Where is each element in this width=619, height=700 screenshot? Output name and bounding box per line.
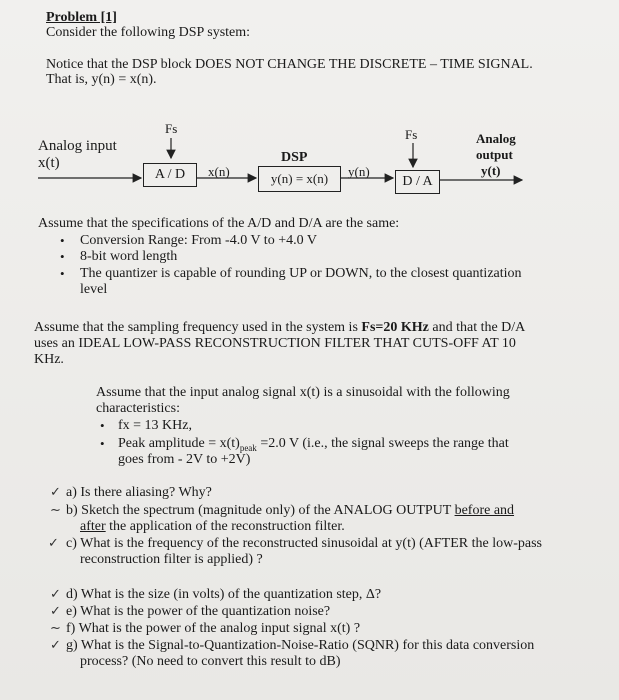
input-signal-label: x(t) bbox=[38, 155, 60, 171]
bullet-dot: • bbox=[60, 266, 65, 281]
sampling-line-1: Assume that the sampling frequency used in the system is Fs=20 KHz and that the D/A bbox=[34, 320, 526, 335]
dsp-block: y(n) = x(n) bbox=[258, 166, 341, 192]
fs-left-label: Fs bbox=[165, 121, 178, 136]
specs-intro: Assume that the specifications of the A/D and D/A are the same: bbox=[38, 216, 400, 231]
question-d: d) What is the size (in volts) of the quantization step, Δ? bbox=[66, 587, 382, 602]
fs-right-label: Fs bbox=[405, 127, 418, 142]
question-e: e) What is the power of the quantization noise? bbox=[66, 604, 331, 619]
input-signal-line-2: characteristics: bbox=[96, 401, 180, 416]
xn-label: x(n) bbox=[208, 164, 230, 179]
bullet-dot: • bbox=[100, 436, 105, 451]
analog-output-label-1: Analog bbox=[476, 131, 516, 146]
question-g-line-2: process? (No need to convert this result to dB) bbox=[80, 654, 341, 669]
check-mark-icon: ✓ bbox=[50, 485, 61, 500]
check-mark-icon: ~ bbox=[50, 621, 61, 636]
bullet-dot: • bbox=[100, 418, 105, 433]
dsp-title: DSP bbox=[281, 150, 308, 165]
intro-text: Consider the following DSP system: bbox=[46, 25, 251, 40]
input-frequency: fx = 13 KHz, bbox=[118, 418, 192, 433]
spec-quantizer-cont: level bbox=[80, 282, 108, 297]
analog-output-label-2: output bbox=[476, 147, 513, 162]
question-a: a) Is there aliasing? Why? bbox=[66, 485, 212, 500]
notice-line-1: Notice that the DSP block DOES NOT CHANGE THE DISCRETE – TIME SIGNAL. bbox=[46, 57, 533, 72]
question-c-line-1: c) What is the frequency of the reconstructed sinusoidal at y(t) (AFTER the low-pass bbox=[66, 536, 542, 551]
problem-title: Problem [1] bbox=[46, 10, 117, 25]
check-mark-icon: ✓ bbox=[50, 638, 61, 653]
output-signal-label: y(t) bbox=[481, 163, 501, 178]
da-converter-block: D / A bbox=[395, 170, 440, 194]
spec-conversion-range: Conversion Range: From -4.0 V to +4.0 V bbox=[80, 233, 317, 248]
sampling-line-2: uses an IDEAL LOW-PASS RECONSTRUCTION FILTER THAT CUTS-OFF AT 10 bbox=[34, 336, 516, 351]
question-f: f) What is the power of the analog input signal x(t) ? bbox=[66, 621, 361, 636]
question-c-line-2: reconstruction filter is applied) ? bbox=[80, 552, 263, 567]
check-mark-icon: ✓ bbox=[48, 536, 59, 551]
question-b-line-1: b) Sketch the spectrum (magnitude only) of the ANALOG OUTPUT before and bbox=[66, 503, 515, 518]
block-diagram bbox=[0, 0, 619, 230]
ad-converter-block: A / D bbox=[143, 163, 197, 187]
spec-quantizer: The quantizer is capable of rounding UP or DOWN, to the closest quantization bbox=[80, 266, 522, 281]
check-mark-icon: ✓ bbox=[50, 587, 61, 602]
question-b-line-2: after the application of the reconstruction filter. bbox=[80, 519, 345, 534]
input-peak-amplitude-cont: goes from - 2V to +2V) bbox=[118, 452, 251, 467]
yn-label: y(n) bbox=[348, 164, 370, 179]
analog-input-label: Analog input bbox=[38, 138, 117, 154]
input-signal-line-1: Assume that the input analog signal x(t) is a sinusoidal with the following bbox=[96, 385, 510, 400]
question-g-line-1: g) What is the Signal-to-Quantization-Noise-Ratio (SQNR) for this data conversion bbox=[66, 638, 535, 653]
bullet-dot: • bbox=[60, 249, 65, 264]
check-mark-icon: ~ bbox=[50, 503, 61, 518]
bullet-dot: • bbox=[60, 233, 65, 248]
notice-line-2: That is, y(n) = x(n). bbox=[46, 72, 157, 87]
sampling-line-3: KHz. bbox=[34, 352, 64, 367]
input-peak-amplitude: Peak amplitude = $x(t)_{peak} =2.0$ V (i.e., the signal sweeps the range that bbox=[118, 436, 509, 453]
check-mark-icon: ✓ bbox=[50, 604, 61, 619]
spec-word-length: 8-bit word length bbox=[80, 249, 178, 264]
